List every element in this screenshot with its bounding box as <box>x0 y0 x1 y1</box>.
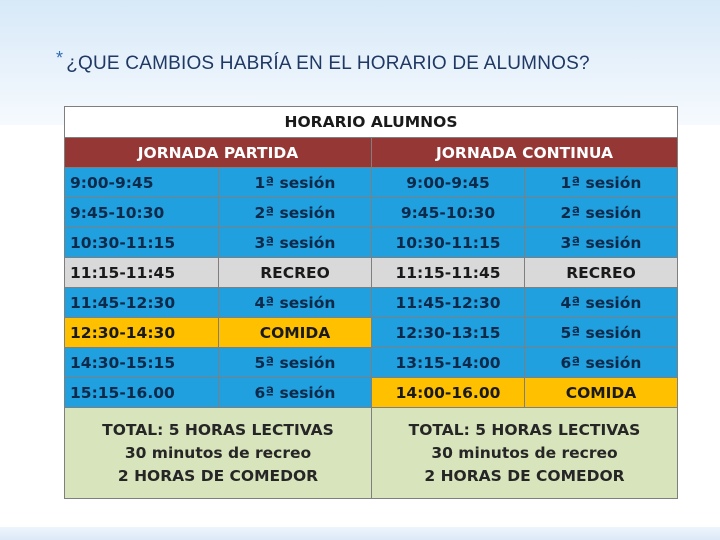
split-activity-cell: 3ª sesión <box>219 228 372 258</box>
continua-activity-cell: 4ª sesión <box>525 288 678 318</box>
split-time-cell: 11:45-12:30 <box>65 288 219 318</box>
continua-time-cell: 11:15-11:45 <box>372 258 525 288</box>
header-jornada-continua: JORNADA CONTINUA <box>372 138 678 168</box>
table-row <box>65 168 678 198</box>
table-row <box>65 228 678 258</box>
split-activity-cell: 2ª sesión <box>219 198 372 228</box>
totals-jornada-partida <box>65 408 372 499</box>
header-jornada-partida: JORNADA PARTIDA <box>65 138 372 168</box>
totals-line: TOTAL: 5 HORAS LECTIVAS <box>408 420 641 439</box>
table-row <box>65 348 678 378</box>
split-activity-cell: 4ª sesión <box>219 288 372 318</box>
continua-activity-cell: 5ª sesión <box>525 318 678 348</box>
split-activity-cell: 5ª sesión <box>219 348 372 378</box>
split-activity-cell: 1ª sesión <box>219 168 372 198</box>
continua-activity-cell: 2ª sesión <box>525 198 678 228</box>
schedule-table <box>64 106 678 499</box>
continua-time-cell: 11:45-12:30 <box>372 288 525 318</box>
continua-activity-cell: 3ª sesión <box>525 228 678 258</box>
split-time-cell: 12:30-14:30 <box>65 318 219 348</box>
table-header-row <box>65 138 678 168</box>
slide-title-text: ¿QUE CAMBIOS HABRÍA EN EL HORARIO DE ALUMNOS? <box>66 53 590 74</box>
continua-activity-cell: 1ª sesión <box>525 168 678 198</box>
totals-line: 2 HORAS DE COMEDOR <box>117 466 319 485</box>
continua-time-cell: 9:00-9:45 <box>372 168 525 198</box>
continua-time-cell: 9:45-10:30 <box>372 198 525 228</box>
continua-activity-cell: 6ª sesión <box>525 348 678 378</box>
table-row <box>65 318 678 348</box>
continua-time-cell: 10:30-11:15 <box>372 228 525 258</box>
split-activity-cell: 6ª sesión <box>219 378 372 408</box>
table-title-row <box>65 107 678 138</box>
split-activity-cell: COMIDA <box>219 318 372 348</box>
split-activity-cell: RECREO <box>219 258 372 288</box>
slide-footer-band <box>0 527 720 540</box>
totals-line: 30 minutos de recreo <box>431 443 618 462</box>
continua-activity-cell: COMIDA <box>525 378 678 408</box>
totals-line: 2 HORAS DE COMEDOR <box>424 466 625 485</box>
continua-time-cell: 12:30-13:15 <box>372 318 525 348</box>
split-time-cell: 9:45-10:30 <box>65 198 219 228</box>
table-row <box>65 198 678 228</box>
split-time-cell: 9:00-9:45 <box>65 168 219 198</box>
totals-line: 30 minutos de recreo <box>124 443 312 462</box>
split-time-cell: 11:15-11:45 <box>65 258 219 288</box>
totals-row <box>65 408 678 499</box>
bullet-asterisk-icon: * <box>56 48 64 68</box>
table-row <box>65 378 678 408</box>
totals-line: TOTAL: 5 HORAS LECTIVAS <box>102 420 334 439</box>
table-row <box>65 258 678 288</box>
table-title: HORARIO ALUMNOS <box>65 107 678 138</box>
table-row <box>65 288 678 318</box>
continua-time-cell: 13:15-14:00 <box>372 348 525 378</box>
continua-time-cell: 14:00-16.00 <box>372 378 525 408</box>
totals-jornada-continua <box>372 408 678 499</box>
split-time-cell: 15:15-16.00 <box>65 378 219 408</box>
split-time-cell: 14:30-15:15 <box>65 348 219 378</box>
split-time-cell: 10:30-11:15 <box>65 228 219 258</box>
continua-activity-cell: RECREO <box>525 258 678 288</box>
slide-title <box>56 48 590 75</box>
